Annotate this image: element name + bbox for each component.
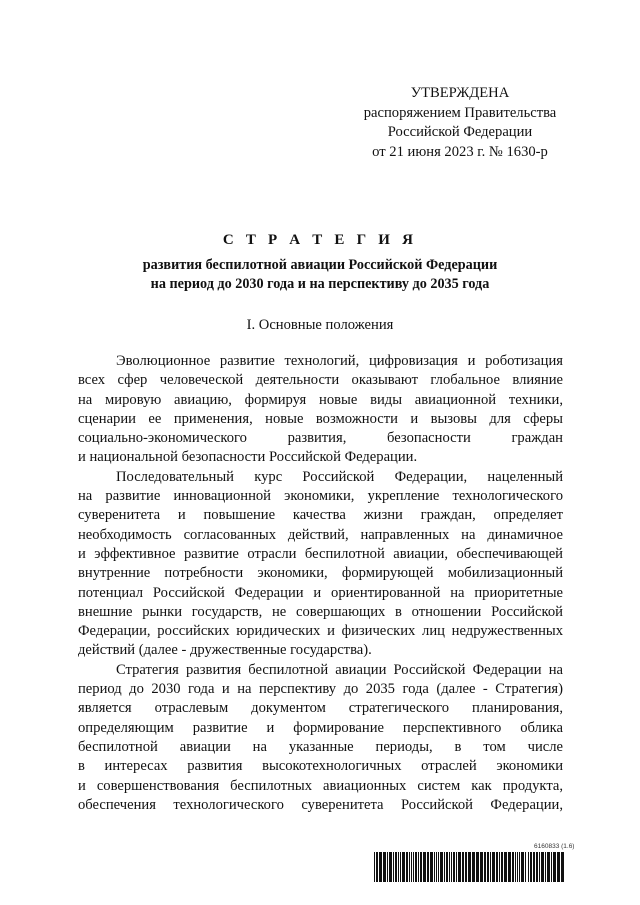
subtitle-line: на период до 2030 года и на перспективу до 2035 года	[150, 276, 490, 292]
paragraph-line: потенциал Российской Федерации и ориентированной на приоритетные	[78, 584, 563, 601]
subtitle-line: развития беспилотной авиации Российской Федерации	[142, 257, 498, 273]
document-body	[78, 352, 563, 815]
paragraph-line: всех сфер человеческой деятельности оказывают глобальное влияние	[78, 372, 563, 389]
barcode-image	[374, 852, 566, 882]
paragraph-line: Последовательный курс Российской Федерации, нацеленный	[116, 468, 563, 485]
paragraph-line: и национальной безопасности Российской Федерации.	[78, 449, 418, 466]
approval-line: распоряжением Правительства	[363, 104, 557, 121]
paragraph-line: и эффективное развитие отрасли беспилотной авиации, обеспечивающей	[78, 545, 563, 562]
paragraph-line: определяющим развитие и формирование перспективного облика	[78, 719, 563, 736]
paragraph-line: Эволюционное развитие технологий, цифровизация и роботизация	[116, 353, 563, 369]
paragraph-line: социально-экономического развития, безопасности граждан	[78, 430, 563, 447]
paragraph-line: внутренние потребности экономики, формирующей мобилизационный	[78, 565, 563, 582]
paragraph-line: необходимость согласованных действий, направленных на динамичное	[78, 526, 563, 543]
paragraph-line: обеспечения технологического суверенитета Российской Федерации,	[78, 796, 563, 813]
paragraph-line: Федерации, российских юридических и физических лиц недружественных	[78, 623, 563, 640]
paragraph-line: и совершенствования беспилотных авиационных систем как продукта,	[78, 777, 563, 794]
paragraph-line: период до 2030 года и на перспективу до 2035 года (далее - Стратегия)	[78, 681, 563, 698]
approval-line: Российской Федерации	[387, 124, 533, 140]
body-paragraph	[78, 352, 563, 468]
body-paragraph	[78, 661, 563, 815]
paragraph-line: является отраслевым документом стратегического планирования,	[78, 700, 563, 717]
paragraph-line: на мировую авиацию, формируя новые виды авиационной техники,	[78, 391, 563, 408]
section-heading: I. Основные положения	[246, 317, 394, 333]
paragraph-line: суверенитета и повышение качества жизни граждан, определяет	[78, 507, 563, 524]
document-title: С Т Р А Т Е Г И Я	[222, 232, 418, 248]
approval-line: от 21 июня 2023 г. № 1630-р	[372, 143, 548, 160]
document-subtitle	[0, 256, 640, 294]
paragraph-line: Стратегия развития беспилотной авиации Российской Федерации на	[116, 661, 563, 678]
approval-line: УТВЕРЖДЕНА	[410, 85, 510, 101]
paragraph-line: на развитие инновационной экономики, укрепление технологического	[78, 488, 563, 505]
approval-block	[340, 84, 580, 162]
paragraph-line: внешние рынки государств, не совершающих в отношении Российской	[78, 603, 563, 620]
paragraph-line: действий (далее - дружественные государства).	[78, 642, 372, 659]
paragraph-line: в интересах развития высокотехнологичных отраслей экономики	[78, 758, 563, 775]
barcode-number: 6160833 (1.6)	[534, 843, 575, 850]
paragraph-line: беспилотной авиации на указанные периоды, в том числе	[78, 738, 563, 755]
paragraph-line: сценарии ее применения, новые возможности и вызовы для сферы	[78, 410, 563, 427]
body-paragraph	[78, 468, 563, 661]
